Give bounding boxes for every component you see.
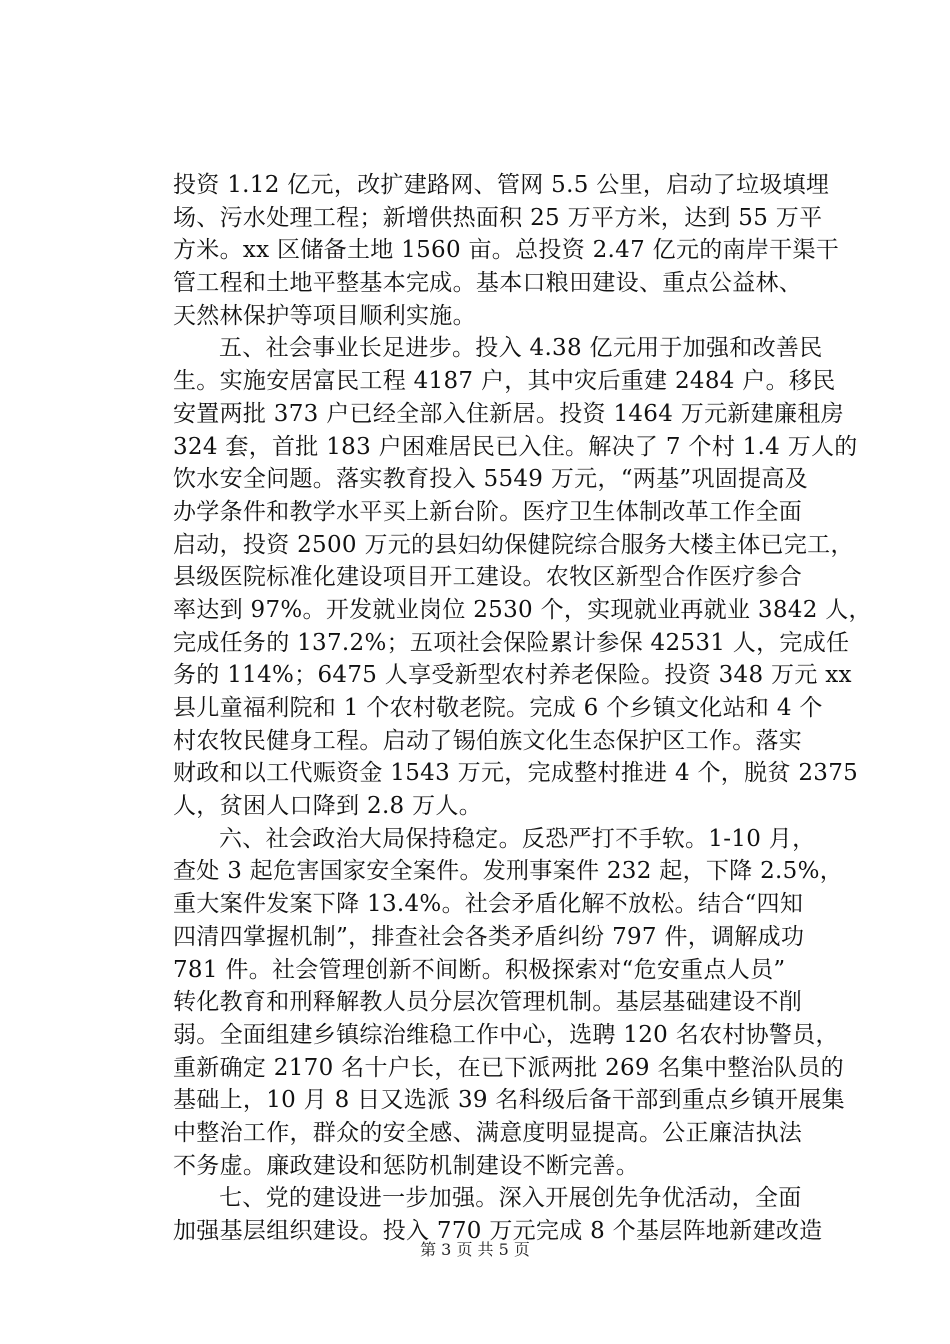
text-line: 天然林保护等项目顺利实施。 [173, 302, 476, 329]
paragraph-start-line: 六、社会政治大局保持稳定。反恐严打不手软。1-10 月， [219, 825, 816, 852]
text-line: 率达到 97%。开发就业岗位 2530 个，实现就业再就业 3842 人， [173, 596, 872, 623]
document-body [173, 169, 872, 1248]
text-line: 重大案件发案下降 13.4%。社会矛盾化解不放松。结合“四知 [173, 891, 804, 918]
text-line: 投资 1.12 亿元，改扩建路网、管网 5.5 公里，启动了垃圾填埋 [173, 172, 830, 198]
text-line: 重新确定 2170 名十户长，在已下派两批 269 名集中整治队员的 [173, 1054, 844, 1081]
text-line: 四清四掌握机制”，排查社会各类矛盾纠纷 797 件，调解成功 [173, 923, 805, 950]
text-line: 查处 3 起危害国家安全案件。发刑事案件 232 起，下降 2.5%， [173, 858, 844, 885]
text-line: 财政和以工代赈资金 1543 万元，完成整村推进 4 个，脱贫 2375 [173, 760, 859, 787]
text-line: 人，贫困人口降到 2.8 万人。 [173, 793, 482, 820]
text-line: 启动，投资 2500 万元的县妇幼保健院综合服务大楼主体已完工， [173, 531, 854, 558]
text-line: 安置两批 373 户已经全部入住新居。投资 1464 万元新建廉租房 [173, 400, 844, 427]
text-line: 生。实施安居富民工程 4187 户，其中灾后重建 2484 户。移民 [173, 368, 836, 395]
text-line: 324 套，首批 183 户困难居民已入住。解决了 7 个村 1.4 万人的 [173, 433, 858, 460]
text-line: 781 件。社会管理创新不间断。积极探索对“危安重点人员” [173, 956, 786, 983]
text-line: 转化教育和刑释解教人员分层次管理机制。基层基础建设不削 [173, 989, 803, 1016]
text-line: 县级医院标准化建设项目开工建设。农牧区新型合作医疗参合 [173, 564, 803, 591]
text-line: 基础上，10 月 8 日又选派 39 名科级后备干部到重点乡镇开展集 [173, 1087, 845, 1114]
text-line: 务的 114%；6475 人享受新型农村养老保险。投资 348 万元 xx [173, 662, 852, 689]
text-line: 县儿童福利院和 1 个农村敬老院。完成 6 个乡镇文化站和 4 个 [173, 695, 823, 721]
text-line: 饮水安全问题。落实教育投入 5549 万元，“两基”巩固提高及 [173, 466, 808, 493]
text-line: 弱。全面组建乡镇综治维稳工作中心，选聘 120 名农村协警员， [173, 1021, 839, 1048]
paragraph-start-line: 七、党的建设进一步加强。深入开展创先争优活动，全面 [219, 1185, 802, 1212]
text-line: 中整治工作，群众的安全感、满意度明显提高。公正廉洁执法 [173, 1119, 803, 1146]
page-footer: 第 3 页 共 5 页 [420, 1240, 530, 1259]
paragraph-start-line: 五、社会事业长足进步。投入 4.38 亿元用于加强和改善民 [219, 335, 823, 362]
text-line: 场、污水处理工程；新增供热面积 25 万平方米，达到 55 万平 [173, 204, 823, 231]
text-line: 加强基层组织建设。投入 770 万元完成 8 个基层阵地新建改造 [173, 1218, 823, 1244]
text-line: 办学条件和教学水平买上新台阶。医疗卫生体制改革工作全面 [173, 498, 803, 525]
text-line: 方米。xx 区储备土地 1560 亩。总投资 2.47 亿元的南岸干渠干 [173, 237, 840, 264]
text-line: 完成任务的 137.2%；五项社会保险累计参保 42531 人，完成任 [173, 629, 850, 656]
text-line: 不务虚。廉政建设和惩防机制建设不断完善。 [173, 1152, 639, 1179]
text-line: 管工程和土地平整基本完成。基本口粮田建设、重点公益林、 [173, 270, 803, 297]
text-line: 村农牧民健身工程。启动了锡伯族文化生态保护区工作。落实 [173, 727, 803, 754]
